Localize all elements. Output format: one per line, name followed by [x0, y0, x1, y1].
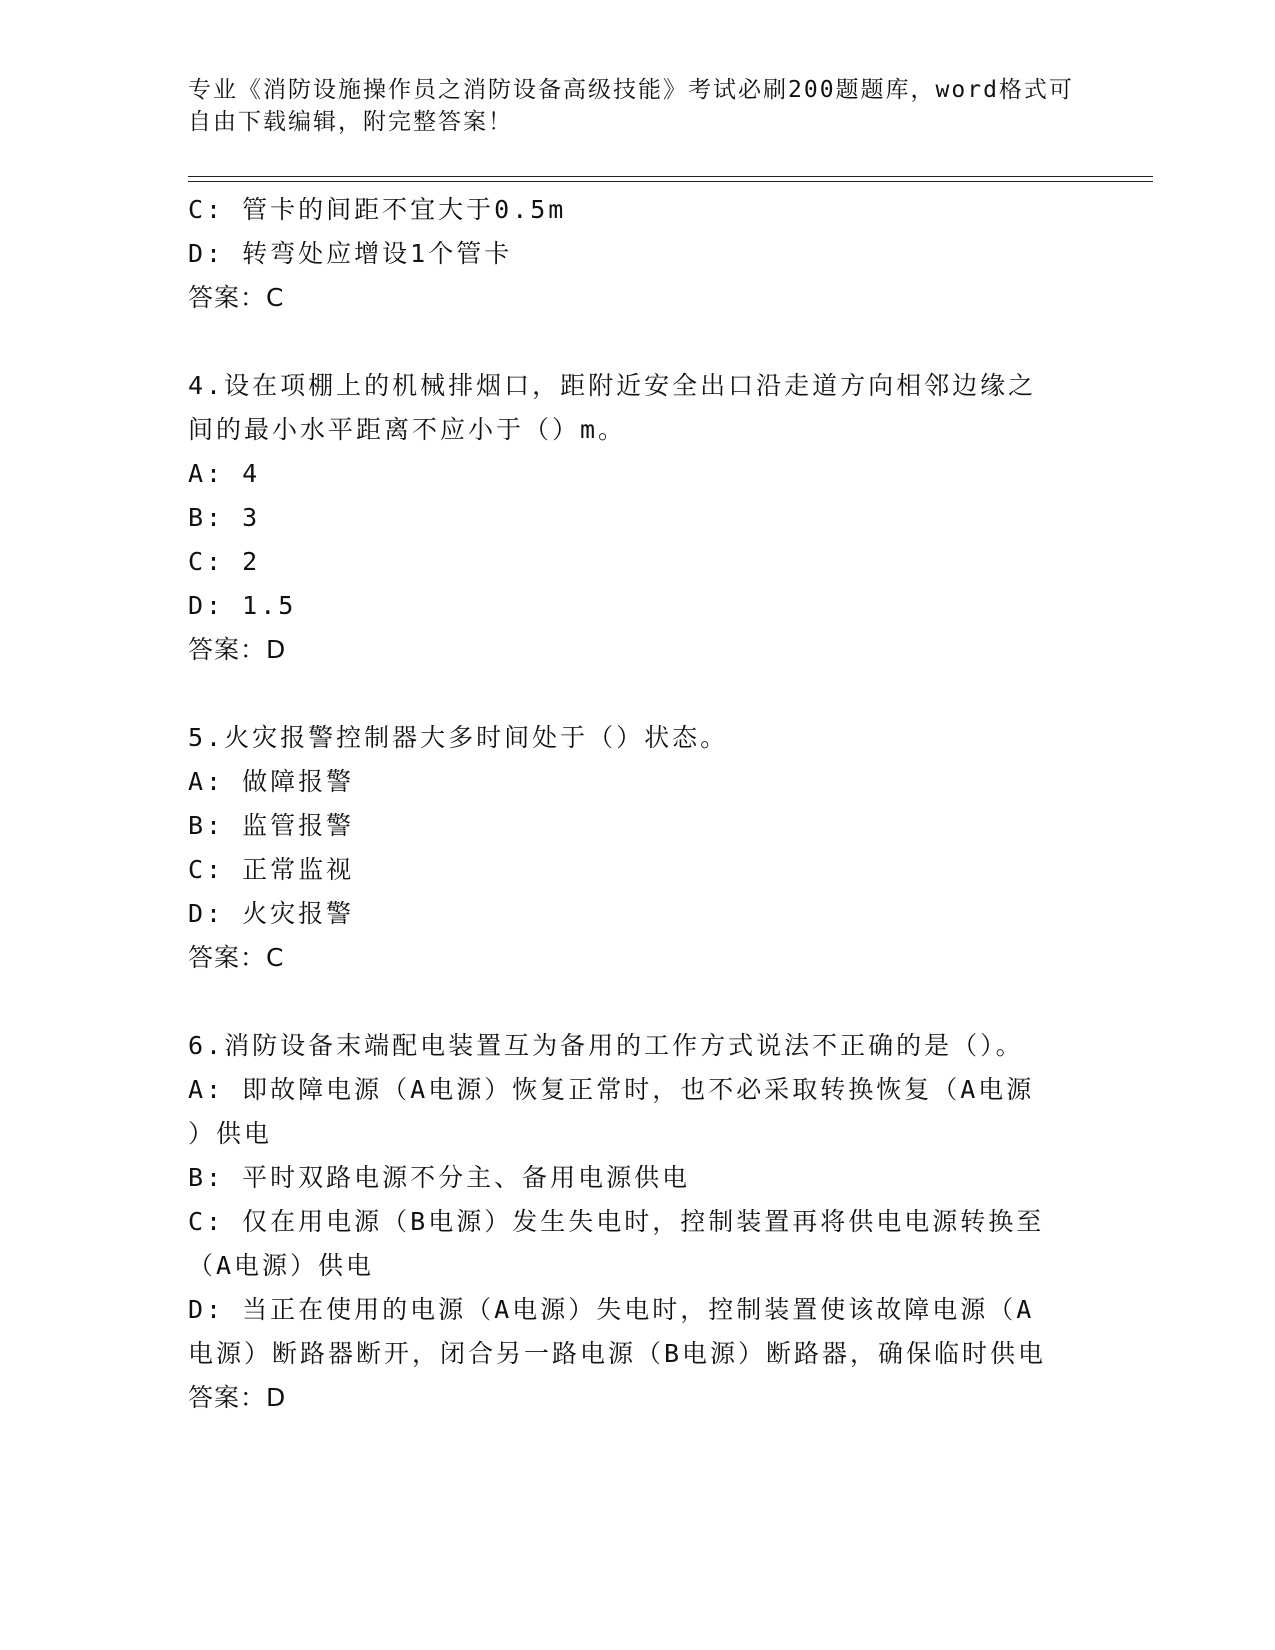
q6-option-c-line-1: C: 仅在用电源（B电源）发生失电时，控制装置再将供电电源转换至 — [188, 1207, 1045, 1236]
q4-stem-line-2: 间的最小水平距离不应小于（）m。 — [188, 415, 627, 444]
q5-option-c: C: 正常监视 — [188, 855, 355, 884]
q6-option-a-line-2: ）供电 — [188, 1119, 273, 1148]
q4-option-b: B: 3 — [188, 503, 261, 532]
header-divider-top — [188, 176, 1153, 177]
q6-option-b: B: 平时双路电源不分主、备用电源供电 — [188, 1163, 691, 1192]
q6-option-d-line-2: 电源）断路器断开，闭合另一路电源（B电源）断路器，确保临时供电 — [188, 1339, 1047, 1368]
q4-option-a: A: 4 — [188, 459, 261, 488]
q3-answer: 答案：C — [188, 283, 285, 312]
q6-option-c-line-2: （A电源）供电 — [188, 1251, 375, 1280]
q3-option-d: D: 转弯处应增设1个管卡 — [188, 239, 513, 268]
q4-stem-line-1: 4.设在项棚上的机械排烟口，距附近安全出口沿走道方向相邻边缘之 — [188, 371, 1037, 400]
header-line-2: 自由下载编辑，附完整答案！ — [188, 109, 513, 135]
q6-stem: 6.消防设备末端配电装置互为备用的工作方式说法不正确的是（）。 — [188, 1031, 1024, 1060]
q5-option-b: B: 监管报警 — [188, 811, 355, 840]
q5-option-a: A: 做障报警 — [188, 767, 355, 796]
q4-option-c: C: 2 — [188, 547, 261, 576]
header-divider-bottom — [188, 181, 1153, 182]
q6-option-a-line-1: A: 即故障电源（A电源）恢复正常时，也不必采取转换恢复（A电源 — [188, 1075, 1035, 1104]
q4-option-d: D: 1.5 — [188, 591, 297, 620]
q5-answer: 答案：C — [188, 943, 285, 972]
q6-option-d-line-1: D: 当正在使用的电源（A电源）失电时，控制装置使该故障电源（A — [188, 1295, 1035, 1324]
q5-option-d: D: 火灾报警 — [188, 899, 355, 928]
q4-answer: 答案：D — [188, 635, 287, 664]
q3-option-c: C: 管卡的间距不宜大于0.5m — [188, 195, 567, 224]
header-line-1: 专业《消防设施操作员之消防设备高级技能》考试必刷200题题库，word格式可 — [188, 77, 1074, 103]
q6-answer: 答案：D — [188, 1383, 287, 1412]
document-header — [188, 74, 1088, 138]
q5-stem: 5.火灾报警控制器大多时间处于（）状态。 — [188, 723, 729, 752]
